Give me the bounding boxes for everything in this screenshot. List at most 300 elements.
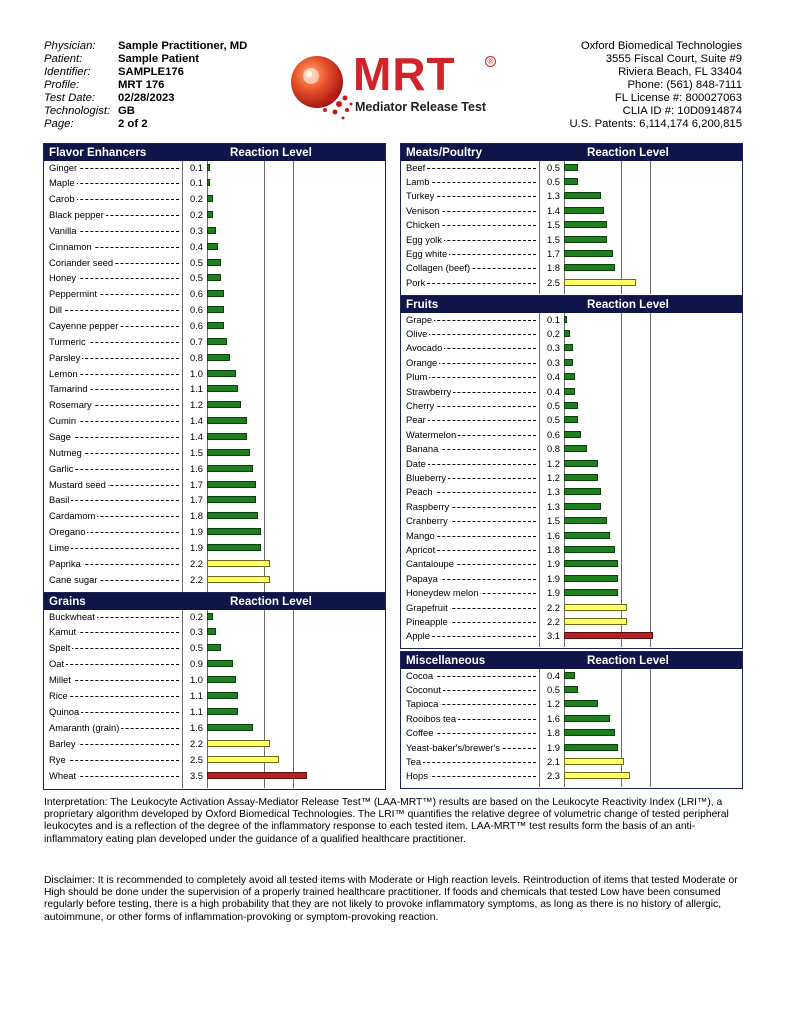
item-name: Tea <box>406 755 422 767</box>
reaction-bar <box>564 503 601 510</box>
reaction-bar <box>207 560 270 567</box>
item-value: 0.5 <box>189 256 203 268</box>
reaction-level-label: Reaction Level <box>230 146 312 159</box>
result-row <box>44 558 385 570</box>
item-name: Olive <box>406 327 428 339</box>
item-value: 1.8 <box>189 510 203 522</box>
item-value: 1.6 <box>189 721 203 733</box>
result-row <box>44 510 385 522</box>
reaction-bar <box>207 512 258 519</box>
item-value: 1.6 <box>546 529 560 541</box>
technologist-value: GB <box>118 105 135 117</box>
item-name: Raspberry <box>406 500 450 512</box>
panel-title: Fruits <box>406 298 439 311</box>
panel-flavor-enhancers <box>43 143 386 594</box>
item-name: Nutmeg <box>49 446 82 458</box>
result-row <box>44 542 385 554</box>
item-value: 1.9 <box>546 558 560 570</box>
reaction-bar <box>564 236 607 243</box>
result-row <box>44 447 385 459</box>
item-value: 2.2 <box>189 737 203 749</box>
item-name: Cumin <box>49 415 77 427</box>
reaction-bar <box>564 700 598 707</box>
result-row <box>401 386 742 398</box>
identifier-value: SAMPLE176 <box>118 66 184 78</box>
result-row <box>401 727 742 739</box>
item-value: 1.4 <box>189 430 203 442</box>
result-row <box>44 494 385 506</box>
item-value: 0.2 <box>189 209 203 221</box>
reaction-bar <box>564 618 627 625</box>
panel-body <box>44 161 385 592</box>
reaction-bar <box>207 740 270 747</box>
panel-header <box>44 593 385 610</box>
reaction-bar <box>564 164 578 171</box>
item-value: 1.6 <box>546 712 560 724</box>
item-name: Papaya <box>406 572 438 584</box>
test-date-label: Test Date: <box>44 92 96 104</box>
leader-line <box>50 664 179 665</box>
item-name: Paprika <box>49 557 81 569</box>
result-row <box>401 429 742 441</box>
item-value: 1.6 <box>189 462 203 474</box>
result-row <box>44 209 385 221</box>
item-name: Pineapple <box>406 615 448 627</box>
result-row <box>44 304 385 316</box>
item-name: Quinoa <box>49 705 80 717</box>
reaction-bar <box>564 517 607 524</box>
item-name: Millet <box>49 674 71 686</box>
reaction-bar <box>207 227 216 234</box>
item-name: Sage <box>49 430 71 442</box>
item-value: 1.7 <box>189 494 203 506</box>
item-name: Venison <box>406 204 440 216</box>
result-row <box>401 190 742 202</box>
panel-meats-poultry <box>400 143 743 296</box>
reaction-bar <box>207 290 224 297</box>
panel-title: Grains <box>49 595 86 608</box>
item-name: Cantaloupe <box>406 558 454 570</box>
logo-subtitle: Mediator Release Test <box>355 100 487 114</box>
reaction-bar <box>207 660 233 667</box>
item-name: Banana <box>406 443 439 455</box>
result-row <box>44 642 385 654</box>
panel-body <box>401 313 742 647</box>
reaction-bar <box>207 628 216 635</box>
reaction-bar <box>564 744 618 751</box>
item-value: 3.1 <box>546 630 560 642</box>
item-value: 1.8 <box>546 543 560 555</box>
reaction-bar <box>207 676 236 683</box>
item-value: 1.2 <box>546 471 560 483</box>
item-value: 1.8 <box>546 262 560 274</box>
leader-line <box>50 760 179 761</box>
item-name: Turmeric <box>49 335 86 347</box>
result-row <box>44 288 385 300</box>
reaction-bar <box>564 388 575 395</box>
lab-clia: CLIA ID #: 10D0914874 <box>622 105 742 117</box>
result-row <box>401 357 742 369</box>
reaction-bar <box>207 481 256 488</box>
reaction-bar <box>564 604 627 611</box>
item-name: Dill <box>49 304 63 316</box>
result-row <box>44 611 385 623</box>
result-row <box>44 415 385 427</box>
reaction-bar <box>207 401 241 408</box>
item-name: Grape <box>406 313 433 325</box>
result-row <box>44 690 385 702</box>
result-row <box>44 368 385 380</box>
lab-name: Oxford Biomedical Technologies <box>580 40 742 52</box>
panel-title: Meats/Poultry <box>406 146 483 159</box>
reaction-bar <box>207 465 253 472</box>
item-name: Lime <box>49 541 70 553</box>
item-name: Plum <box>406 371 428 383</box>
result-row <box>401 515 742 527</box>
reaction-bar <box>207 724 253 731</box>
item-value: 0.5 <box>189 642 203 654</box>
item-value: 0.6 <box>189 304 203 316</box>
item-name: Pork <box>406 276 426 288</box>
item-value: 0.5 <box>189 272 203 284</box>
item-name: Rosemary <box>49 399 92 411</box>
leader-line <box>50 310 179 311</box>
item-name: Cocoa <box>406 669 434 681</box>
item-value: 1.0 <box>189 367 203 379</box>
reaction-bar <box>564 416 578 423</box>
reaction-bar <box>564 316 567 323</box>
result-row <box>401 713 742 725</box>
reaction-bar <box>564 672 575 679</box>
reaction-bar <box>207 417 247 424</box>
result-row <box>401 742 742 754</box>
reaction-bar <box>207 338 227 345</box>
item-value: 1.9 <box>546 587 560 599</box>
reaction-bar <box>207 644 221 651</box>
item-value: 0.4 <box>189 240 203 252</box>
panel-title: Miscellaneous <box>406 654 486 667</box>
result-row <box>401 670 742 682</box>
result-row <box>44 770 385 782</box>
item-value: 1.5 <box>189 446 203 458</box>
item-name: Parsley <box>49 351 81 363</box>
reaction-bar <box>564 192 601 199</box>
item-value: 0.3 <box>546 342 560 354</box>
result-row <box>401 162 742 174</box>
item-name: Watermelon <box>406 428 457 440</box>
panel-header <box>401 652 742 669</box>
reaction-bar <box>564 560 618 567</box>
result-row <box>401 234 742 246</box>
item-name: Blueberry <box>406 471 447 483</box>
item-value: 2.5 <box>189 753 203 765</box>
result-row <box>401 486 742 498</box>
page-value: 2 of 2 <box>118 118 148 130</box>
reaction-bar <box>564 431 581 438</box>
item-name: Wheat <box>49 769 77 781</box>
item-name: Carob <box>49 193 75 205</box>
result-row <box>401 342 742 354</box>
result-row <box>401 756 742 768</box>
item-name: Cranberry <box>406 515 448 527</box>
item-name: Yeast-baker's/brewer's <box>406 741 500 753</box>
item-value: 0.8 <box>189 351 203 363</box>
item-name: Apricot <box>406 543 436 555</box>
result-row <box>44 162 385 174</box>
item-name: Collagen (beef) <box>406 262 471 274</box>
item-name: Rice <box>49 690 68 701</box>
panel-body <box>401 669 742 787</box>
reaction-bar <box>207 528 261 535</box>
reaction-bar <box>564 359 573 366</box>
item-value: 1.5 <box>546 233 560 245</box>
item-value: 1.1 <box>189 690 203 701</box>
panel-header <box>401 296 742 313</box>
item-value: 1.9 <box>546 572 560 584</box>
result-row <box>401 443 742 455</box>
item-name: Date <box>406 457 426 469</box>
item-name: Ginger <box>49 161 78 173</box>
item-value: 2.1 <box>546 755 560 767</box>
reaction-bar <box>207 195 213 202</box>
item-name: Vanilla <box>49 224 77 236</box>
reaction-bar <box>564 250 613 257</box>
result-row <box>401 262 742 274</box>
result-row <box>401 219 742 231</box>
item-value: 1.2 <box>546 457 560 469</box>
panel-header <box>401 144 742 161</box>
reaction-bar <box>564 279 636 286</box>
profile-label: Profile: <box>44 79 80 91</box>
reaction-bar <box>207 322 224 329</box>
reaction-bar <box>564 772 630 779</box>
item-value: 2.3 <box>546 770 560 782</box>
result-row <box>44 526 385 538</box>
result-row <box>401 400 742 412</box>
item-value: 1.5 <box>546 219 560 231</box>
item-value: 0.1 <box>546 313 560 325</box>
registered-mark: ® <box>485 56 496 67</box>
reaction-bar <box>564 373 575 380</box>
item-value: 1.5 <box>546 515 560 527</box>
result-row <box>401 458 742 470</box>
result-row <box>44 479 385 491</box>
page-label: Page: <box>44 118 74 130</box>
panel-title: Flavor Enhancers <box>49 146 147 159</box>
reaction-bar <box>207 164 210 171</box>
reaction-bar <box>564 729 615 736</box>
item-name: Cinnamon <box>49 240 92 252</box>
reaction-bar <box>564 264 615 271</box>
result-row <box>44 177 385 189</box>
result-row <box>401 277 742 289</box>
item-name: Oregano <box>49 526 86 538</box>
item-name: Cayenne pepper <box>49 320 119 331</box>
lab-patents: U.S. Patents: 6,114,174 6,200,815 <box>569 118 742 130</box>
reaction-bar <box>207 370 236 377</box>
item-name: Basil <box>49 494 70 506</box>
item-name: Coriander seed <box>49 256 114 268</box>
leader-line <box>407 762 536 763</box>
item-value: 0.2 <box>189 193 203 205</box>
item-name: Peppermint <box>49 288 97 300</box>
item-value: 1.9 <box>546 741 560 753</box>
item-name: Tamarind <box>49 383 88 395</box>
reaction-bar <box>564 488 601 495</box>
result-row <box>44 352 385 364</box>
reaction-bar <box>207 449 250 456</box>
item-name: Coconut <box>406 683 441 695</box>
result-row <box>401 205 742 217</box>
item-value: 1.0 <box>189 674 203 686</box>
item-name: Spelt <box>49 642 71 654</box>
reaction-bar <box>564 178 578 185</box>
interpretation-text: Interpretation: The Leukocyte Activation Assay-Mediator Release Test™ (LAA-MRT™) results are based on the Leukocyte Reactivity Index (LRI™), a proprietary algorithm developed by Oxford Biomedical Technologies. The LRI™ quantifies the relative degree of volumetric change of tested peripheral leukocytes and is a reflection of the degree of the inflammatory response to each tested item. LAA-MRT™ test results form the basis of an anti-inflammatory eating plan developed under the guidance of a qualified healthcare practitioner. <box>44 797 729 845</box>
item-value: 0.5 <box>546 683 560 695</box>
reaction-bar <box>207 211 213 218</box>
logo-sphere-icon <box>287 54 357 124</box>
reaction-bar <box>207 274 221 281</box>
item-value: 1.7 <box>546 247 560 259</box>
lab-info <box>569 40 742 131</box>
reaction-bar <box>564 575 618 582</box>
panel-body <box>44 610 385 788</box>
reaction-bar <box>564 207 604 214</box>
result-row <box>44 272 385 284</box>
item-name: Coffee <box>406 727 434 739</box>
result-row <box>44 738 385 750</box>
result-row <box>44 722 385 734</box>
item-value: 0.4 <box>546 385 560 397</box>
item-value: 1.2 <box>546 698 560 710</box>
item-value: 1.3 <box>546 190 560 202</box>
item-name: Cane sugar <box>49 573 98 585</box>
result-row <box>44 706 385 718</box>
reaction-bar <box>207 259 221 266</box>
reaction-bar <box>564 686 578 693</box>
reaction-level-label: Reaction Level <box>587 298 669 311</box>
item-name: Mango <box>406 529 435 541</box>
reaction-bar <box>207 613 213 620</box>
item-value: 0.2 <box>189 610 203 622</box>
reaction-bar <box>564 460 598 467</box>
reaction-bar <box>207 354 230 361</box>
item-name: Egg white <box>406 247 448 259</box>
lab-license: FL License #: 800027063 <box>614 92 742 104</box>
panel-body <box>401 161 742 294</box>
result-row <box>44 257 385 269</box>
item-name: Rooibos tea <box>406 712 457 724</box>
physician-label: Physician: <box>44 40 96 52</box>
item-name: Tapioca <box>406 698 439 710</box>
item-value: 1.9 <box>189 526 203 538</box>
item-value: 0.1 <box>189 161 203 173</box>
patient-label: Patient: <box>44 53 83 65</box>
item-value: 1.9 <box>189 541 203 553</box>
item-name: Kamut <box>49 626 77 638</box>
item-name: Maple <box>49 177 75 189</box>
test-date-value: 02/28/2023 <box>118 92 175 104</box>
reaction-bar <box>564 589 618 596</box>
item-name: Chicken <box>406 219 440 231</box>
item-name: Lamb <box>406 175 430 187</box>
reaction-bar <box>564 330 570 337</box>
item-name: Beef <box>406 161 426 173</box>
result-row <box>401 176 742 188</box>
item-value: 2.2 <box>189 557 203 569</box>
item-value: 0.3 <box>189 626 203 638</box>
physician-value: Sample Practitioner, MD <box>118 40 248 52</box>
item-name: Strawberry <box>406 385 452 397</box>
reaction-bar <box>564 474 598 481</box>
item-name: Egg yolk <box>406 233 442 245</box>
item-name: Oat <box>49 658 65 670</box>
result-row <box>44 431 385 443</box>
item-name: Honeydew melon <box>406 587 479 599</box>
result-row <box>401 558 742 570</box>
item-value: 1.8 <box>546 727 560 739</box>
patient-value: Sample Patient <box>118 53 199 65</box>
reaction-bar <box>207 756 279 763</box>
item-value: 0.9 <box>189 658 203 670</box>
item-name: Amaranth (grain) <box>49 721 120 733</box>
item-value: 0.5 <box>546 414 560 426</box>
reaction-bar <box>207 496 256 503</box>
item-name: Black pepper <box>49 209 104 221</box>
item-value: 3.5 <box>189 769 203 781</box>
result-row <box>401 501 742 513</box>
reaction-bar <box>207 306 224 313</box>
item-name: Garlic <box>49 462 74 474</box>
result-row <box>401 630 742 642</box>
item-value: 1.3 <box>546 486 560 498</box>
reaction-bar <box>564 715 610 722</box>
result-row <box>44 574 385 586</box>
item-value: 0.7 <box>189 335 203 347</box>
item-name: Orange <box>406 356 438 368</box>
result-row <box>401 616 742 628</box>
disclaimer-text: Disclaimer: It is recommended to completely avoid all tested items with Moderate or High reaction levels. Reintroduction of items that tested Moderate or High should be done under the supervision of a properly trained healthcare practitioner. If foods and chemicals that tested Low have been consumed regularly before testing, there is a high probability that they are not likely to provoke inflammatory symptoms, as long as there is no history of allergic, autoimmune, or other forms of inflammation-provoking or symptom-provoking reaction. <box>44 875 738 923</box>
item-name: Barley <box>49 737 76 749</box>
panel-miscellaneous <box>400 651 743 789</box>
item-name: Lemon <box>49 367 78 379</box>
result-row <box>44 399 385 411</box>
result-row <box>401 248 742 260</box>
reaction-bar <box>207 243 218 250</box>
item-value: 0.1 <box>189 177 203 189</box>
result-row <box>44 383 385 395</box>
reaction-level-label: Reaction Level <box>587 654 669 667</box>
item-value: 1.1 <box>189 705 203 717</box>
item-name: Avocado <box>406 342 443 354</box>
item-name: Grapefruit <box>406 601 448 613</box>
result-row <box>44 336 385 348</box>
item-name: Rye <box>49 753 66 765</box>
mrt-logo <box>287 48 507 124</box>
profile-value: MRT 176 <box>118 79 165 91</box>
reaction-bar <box>207 385 238 392</box>
item-value: 0.6 <box>546 428 560 440</box>
item-value: 1.4 <box>546 204 560 216</box>
technologist-label: Technologist: <box>44 105 111 117</box>
item-name: Cherry <box>406 399 435 411</box>
item-value: 0.6 <box>189 288 203 300</box>
item-value: 0.5 <box>546 161 560 173</box>
result-row <box>401 573 742 585</box>
item-value: 0.3 <box>546 356 560 368</box>
lab-address-line1: 3555 Fiscal Court, Suite #9 <box>605 53 742 65</box>
item-value: 0.4 <box>546 371 560 383</box>
